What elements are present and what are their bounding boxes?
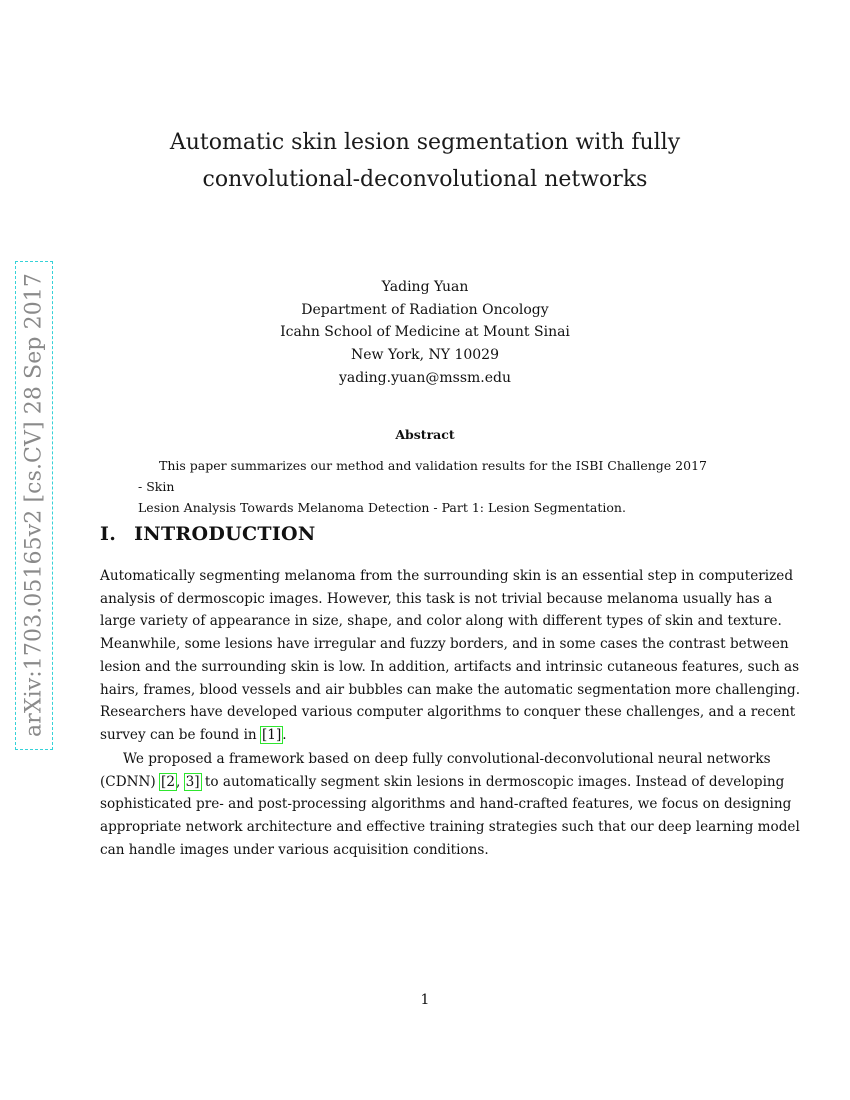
paper-title-line-2: convolutional-deconvolutional networks [202, 167, 648, 192]
paragraph-line: appropriate network architecture and effective training strategies such that our deep learning model [100, 819, 800, 836]
paragraph-text: to automatically segment skin lesions in dermoscopic images. Instead of developing [200, 773, 785, 790]
author-email: yading.yuan@mssm.edu [338, 369, 512, 386]
abstract-heading: Abstract [395, 427, 455, 442]
abstract-line-1: This paper summarizes our method and validation results for the ISBI Challenge 2017 - Skin [138, 458, 707, 494]
paragraph-text: survey can be found in [100, 726, 261, 743]
citation-link-3[interactable]: 3] [185, 773, 200, 790]
paragraph-line: lesion and the surrounding skin is low. In addition, artifacts and intrinsic cutaneous features, such as [100, 658, 800, 675]
paragraph-last-line [100, 724, 750, 747]
paragraph-line: We proposed a framework based on deep fully convolutional-deconvolutional neural networks [123, 751, 771, 767]
paragraph-line: Automatically segmenting melanoma from the surrounding skin is an essential step in computerized [100, 568, 794, 584]
author-name: Yading Yuan [381, 279, 469, 295]
author-block [0, 276, 850, 390]
paragraph-text: . [282, 726, 287, 743]
abstract-line-2: Lesion Analysis Towards Melanoma Detection - Part 1: Lesion Segmentation. [138, 500, 626, 515]
abstract-body [138, 455, 713, 518]
author-institution: Icahn School of Medicine at Mount Sinai [280, 324, 570, 341]
paragraph-text: (CDNN) [100, 773, 161, 790]
paragraph-line: sophisticated pre- and post-processing algorithms and hand-crafted features, we focus on designing [100, 796, 792, 813]
citation-link-1[interactable]: [1] [262, 726, 282, 743]
paragraph-line: large variety of appearance in size, shape, and color along with different types of skin and texture. [100, 613, 782, 630]
arxiv-identifier[interactable]: arXiv:1703.05165v2 [cs.CV] 28 Sep 2017 [21, 273, 47, 737]
paragraph-line: Researchers have developed various computer algorithms to conquer these challenges, and a recent [100, 704, 796, 721]
citation-link-2[interactable]: [2 [161, 773, 175, 790]
section-number: I. [100, 523, 117, 545]
paper-title [0, 124, 850, 198]
page-number: 1 [420, 992, 430, 1008]
paragraph-line: hairs, frames, blood vessels and air bubbles can make the automatic segmentation more challenging. [100, 681, 801, 698]
introduction-paragraph-2 [100, 748, 800, 862]
section-title: INTRODUCTION [134, 523, 316, 545]
section-heading-introduction [100, 523, 316, 545]
paragraph-last-line: can handle images under various acquisition conditions. [100, 841, 489, 858]
author-location: New York, NY 10029 [351, 347, 499, 364]
paragraph-line: analysis of dermoscopic images. However, this task is not trivial because melanoma usually has a [100, 590, 773, 607]
author-department: Department of Radiation Oncology [301, 301, 549, 318]
introduction-paragraph-1 [100, 565, 801, 747]
paragraph-line-with-citations [100, 771, 785, 794]
paper-title-line-1: Automatic skin lesion segmentation with fully [169, 130, 681, 155]
citation-separator: , [175, 773, 185, 790]
paragraph-line: Meanwhile, some lesions have irregular and fuzzy borders, and in some cases the contrast between [100, 636, 789, 653]
